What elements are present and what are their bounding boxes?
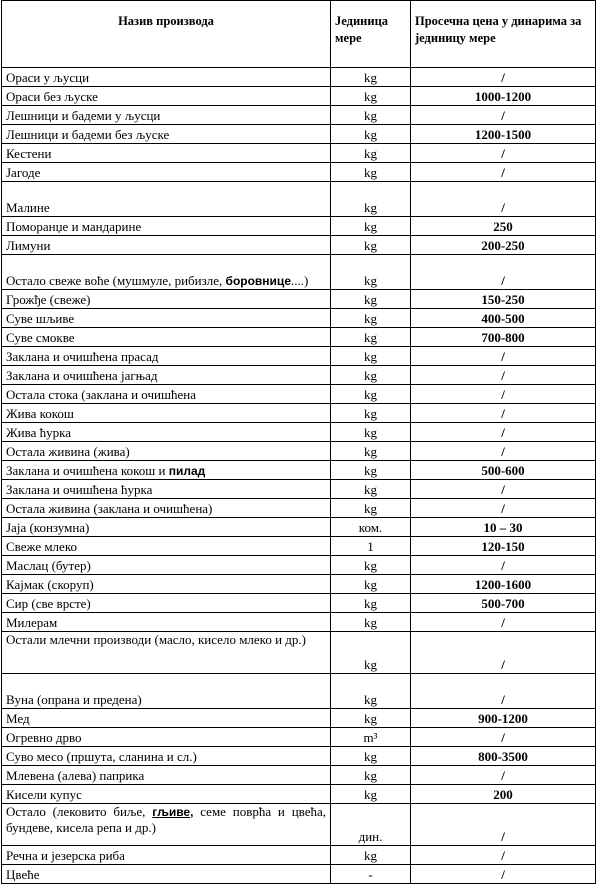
row-unit: - [331, 865, 411, 884]
row-unit: kg [331, 87, 411, 106]
row-unit: kg [331, 785, 411, 804]
row-price: 150-250 [411, 290, 596, 309]
row-price: / [411, 255, 596, 290]
row-price: / [411, 404, 596, 423]
row-name: Мед [2, 709, 331, 728]
row-name: Жива ћурка [2, 423, 331, 442]
row-name: Заклана и очишћена јагњад [2, 366, 331, 385]
row-price: / [411, 556, 596, 575]
row-price: 500-700 [411, 594, 596, 613]
row-name: Малине [2, 182, 331, 217]
row-name: Заклана и очишћена прасад [2, 347, 331, 366]
row-unit: kg [331, 461, 411, 480]
row-name: Јаја (конзумна) [2, 518, 331, 537]
row-name: Ораси у љусци [2, 68, 331, 87]
row-price: 900-1200 [411, 709, 596, 728]
table-row [2, 575, 596, 594]
row-name: Речна и језерска риба [2, 846, 331, 865]
row-name: Лешници и бадеми без љуске [2, 125, 331, 144]
row-price: 1200-1600 [411, 575, 596, 594]
row-name [2, 255, 331, 290]
row-price: 10 – 30 [411, 518, 596, 537]
row-price: / [411, 804, 596, 846]
row-name-bold: гљиве, [152, 805, 194, 819]
row-price: / [411, 347, 596, 366]
row-unit: kg [331, 575, 411, 594]
table-header-row [2, 1, 596, 68]
row-price: / [411, 728, 596, 747]
table-row [2, 480, 596, 499]
table-row [2, 404, 596, 423]
row-unit: m³ [331, 728, 411, 747]
row-price: 700-800 [411, 328, 596, 347]
table-row [2, 163, 596, 182]
row-unit: kg [331, 499, 411, 518]
row-name: Жива кокош [2, 404, 331, 423]
row-price: 1000-1200 [411, 87, 596, 106]
table-row [2, 385, 596, 404]
row-unit: kg [331, 385, 411, 404]
row-name: Остали млечни производи (масло, кисело млеко и др.) [2, 632, 331, 674]
row-name: Маслац (бутер) [2, 556, 331, 575]
row-name: Милерам [2, 613, 331, 632]
row-name: Остала стока (заклана и очишћена [2, 385, 331, 404]
row-name-bold: боровнице [225, 274, 291, 288]
table-row [2, 709, 596, 728]
price-table [1, 0, 596, 884]
row-price: / [411, 182, 596, 217]
row-name: Свеже млеко [2, 537, 331, 556]
row-name-part: семе поврћа и цвећа, бундеве, кисела репа и др.) [6, 804, 327, 835]
row-price: / [411, 106, 596, 125]
row-unit: kg [331, 309, 411, 328]
row-name: Јагоде [2, 163, 331, 182]
row-unit: kg [331, 347, 411, 366]
row-price: / [411, 366, 596, 385]
row-unit: kg [331, 709, 411, 728]
row-price: / [411, 385, 596, 404]
row-price: / [411, 68, 596, 87]
table-row [2, 68, 596, 87]
row-name: Остала живина (жива) [2, 442, 331, 461]
header-name: Назив производа [2, 1, 331, 68]
row-price: / [411, 442, 596, 461]
row-name: Кестени [2, 144, 331, 163]
row-unit: kg [331, 236, 411, 255]
row-name-bold: пилад [168, 464, 206, 478]
row-price: / [411, 144, 596, 163]
table-row [2, 328, 596, 347]
row-name: Огревно дрво [2, 728, 331, 747]
row-unit: дин. [331, 804, 411, 846]
row-unit: kg [331, 106, 411, 125]
table-row [2, 865, 596, 884]
table-row [2, 537, 596, 556]
row-unit: 1 [331, 537, 411, 556]
row-unit: kg [331, 674, 411, 709]
table-row [2, 728, 596, 747]
table-row [2, 442, 596, 461]
table-row [2, 309, 596, 328]
row-name: Остала живина (заклана и очишћена) [2, 499, 331, 518]
table-row [2, 125, 596, 144]
table-row [2, 366, 596, 385]
row-name: Суве шљиве [2, 309, 331, 328]
table-row [2, 423, 596, 442]
row-name: Сир (све врсте) [2, 594, 331, 613]
row-price: 400-500 [411, 309, 596, 328]
row-name: Кајмак (скоруп) [2, 575, 331, 594]
row-unit: kg [331, 613, 411, 632]
row-unit: kg [331, 366, 411, 385]
row-price: 1200-1500 [411, 125, 596, 144]
table-row [2, 747, 596, 766]
row-price: / [411, 674, 596, 709]
row-unit: kg [331, 747, 411, 766]
table-row [2, 613, 596, 632]
table-row [2, 766, 596, 785]
row-name: Кисели купус [2, 785, 331, 804]
row-name [2, 804, 331, 846]
row-price: 800-3500 [411, 747, 596, 766]
row-price: / [411, 766, 596, 785]
table-row [2, 594, 596, 613]
row-unit: kg [331, 766, 411, 785]
row-unit: ком. [331, 518, 411, 537]
row-price: 250 [411, 217, 596, 236]
table-row [2, 106, 596, 125]
row-unit: kg [331, 423, 411, 442]
row-price: 200 [411, 785, 596, 804]
table-row [2, 87, 596, 106]
table-row [2, 182, 596, 217]
table-row [2, 144, 596, 163]
table-row [2, 217, 596, 236]
header-unit: Јединица мере [331, 1, 411, 68]
table-row [2, 785, 596, 804]
table-row [2, 556, 596, 575]
row-unit: kg [331, 328, 411, 347]
row-name: Грожђе (свеже) [2, 290, 331, 309]
table-row [2, 499, 596, 518]
row-unit: kg [331, 404, 411, 423]
row-name-part: Остало свеже воће (мушмуле, рибизле, [6, 273, 223, 288]
table-row [2, 846, 596, 865]
row-unit: kg [331, 68, 411, 87]
table-row [2, 518, 596, 537]
row-unit: kg [331, 442, 411, 461]
row-unit: kg [331, 632, 411, 674]
row-price: / [411, 499, 596, 518]
row-name: Суве смокве [2, 328, 331, 347]
table-row [2, 255, 596, 290]
row-name: Лешници и бадеми у љусци [2, 106, 331, 125]
row-name-part: ....) [291, 273, 309, 288]
row-unit: kg [331, 594, 411, 613]
row-name [2, 461, 331, 480]
row-price: 500-600 [411, 461, 596, 480]
row-unit: kg [331, 217, 411, 236]
row-price: / [411, 613, 596, 632]
row-unit: kg [331, 255, 411, 290]
row-name: Суво месо (пршута, сланина и сл.) [2, 747, 331, 766]
row-price: / [411, 423, 596, 442]
table-row [2, 461, 596, 480]
row-unit: kg [331, 846, 411, 865]
row-price: 200-250 [411, 236, 596, 255]
row-price: / [411, 632, 596, 674]
row-price: / [411, 865, 596, 884]
row-name: Ораси без љуске [2, 87, 331, 106]
row-name: Лимуни [2, 236, 331, 255]
row-unit: kg [331, 182, 411, 217]
row-price: / [411, 480, 596, 499]
row-unit: kg [331, 480, 411, 499]
row-unit: kg [331, 163, 411, 182]
table-row [2, 236, 596, 255]
row-price: / [411, 163, 596, 182]
row-name-part: Заклана и очишћена кокош и [6, 463, 169, 478]
row-name: Млевена (алева) паприка [2, 766, 331, 785]
table-row [2, 804, 596, 846]
row-name: Вуна (опрана и предена) [2, 674, 331, 709]
table-row [2, 674, 596, 709]
row-name-part: Остало (лековито биље, [6, 804, 153, 819]
row-unit: kg [331, 290, 411, 309]
row-name: Заклана и очишћена ћурка [2, 480, 331, 499]
row-name: Цвеће [2, 865, 331, 884]
table-row [2, 632, 596, 674]
table-row [2, 347, 596, 366]
table-row [2, 290, 596, 309]
row-price: 120-150 [411, 537, 596, 556]
header-price: Просечна цена у динарима за јединицу мере [411, 1, 596, 68]
row-unit: kg [331, 125, 411, 144]
row-price: / [411, 846, 596, 865]
row-name: Поморанџе и мандарине [2, 217, 331, 236]
row-unit: kg [331, 556, 411, 575]
row-unit: kg [331, 144, 411, 163]
